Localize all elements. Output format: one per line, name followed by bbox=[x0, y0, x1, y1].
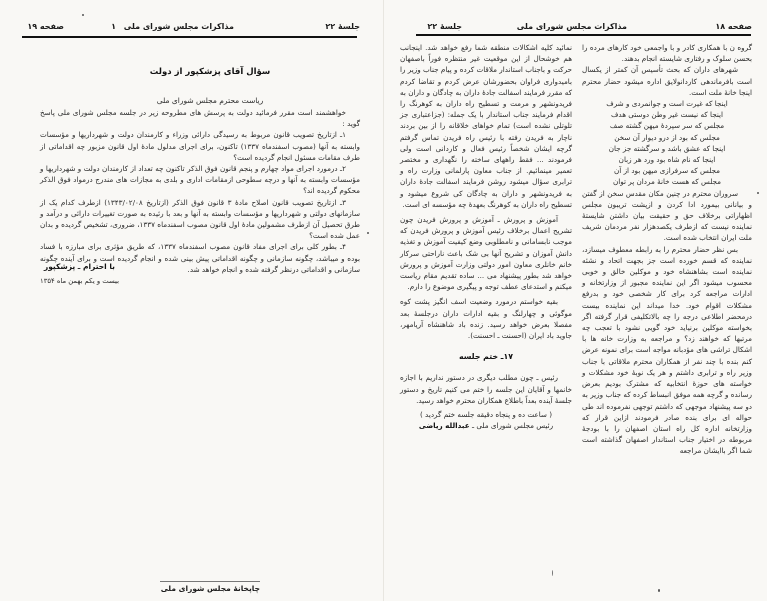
left-page-header bbox=[0, 22, 384, 36]
verse-line: اینجا که نام شاه بود ورد هر زبان bbox=[618, 155, 716, 165]
president-signature bbox=[400, 420, 572, 431]
running-title: مذاکرات مجلس شورای ملی bbox=[516, 22, 627, 31]
signature-name: عبدالله ریاضی bbox=[418, 421, 470, 431]
verse-line: مجلس که هست خانهٔ مردان پر توان bbox=[612, 177, 721, 187]
right-page bbox=[384, 0, 767, 601]
left-column bbox=[400, 42, 572, 432]
question-title: سؤال آقای پزشکپور از دولت bbox=[149, 67, 271, 77]
verse-line: مجلس که بود از درو دیوار آن سخن bbox=[614, 132, 720, 142]
paragraph: نمائید کلیه اشکالات منطقه شما رفع خواهد شد. اینجانب هم خوشحال از این موقعیت غیر منتظره فوراً باصفهان حرکت و باجناب استاندار ملاقات کرده و پیام جناب وزیر را بامیدواری فراوان بحضورشان عرض کردم و تقاضا کردم که مقرر فرمایند اسفالت جادهٔ داران به چادگان و داران به فریدونشهر و مرمت و تسطیح راه داران به کوهرنگ را اقدام فرمایند جناب استاندار با یک جمله: (جزاعتباری جز تلوتلی نشده است) تمام خواهای خلاقانه را از بین بردند ناچار به فریدن رفته با رئیس راه فریدن تماس گرفتم گرچه ایشان شخصاً رئیس فعال و کاردانی است ولی فرمودند ... فقط راههای ساخته را نگهداری و مختصر تعمیر مینمائیم. از جناب معاون پارلمانی وزارت راه و ترابری سؤال میشود روشن فرمایند اسفالت جادهٔ داران به فریدونشهر و داران به چادگان کی شروع میشود و تسطیح راه داران به کوهرنگ بعهدهٔ چه مؤسسه ای است. bbox=[400, 43, 572, 209]
column-number: ۱ bbox=[111, 22, 116, 31]
question-item-1: ۱ـ ازتاریخ تصویب قانون مربوط به رسیدگی دارائی وزراء و کارمندان دولت و شهرداریها و مؤسسات وابسته به آنها (مصوب اسفندماه ۱۳۳۷) تاکنون، برای اجرای مدلول مادهٔ اول قانون مزبور چه اقداماتی از طرف مقامات مسئول انجام گردیده است؟ bbox=[40, 130, 360, 162]
header-rule bbox=[416, 34, 751, 36]
paragraph: بس نظر حضار محترم را به رابطه معطوف میسازد، نماینده که قسم خورده است جز بجهت اتحاد و نشئه نماینده است بشاهنشاه خود و موکلین خالق و خوبی محسوب میشود اگر این نماینده مجبور از وزارتخانه و ادارات مراجعه کرد برای کار شخصی خود و بدرفع مشکلات اقوام خود. خدا میداند این نماینده بیست درمحضر اطلاعی درجه را چه بالاتکلیفی قرار گرفته اگر بخواسته موکلین برنیاید خود گویی نشود با تعجب چه مرتبها که خواهند زد؟ و مراجعه به وزارت خانه ها با اشکال تراشی های مؤدبانه مواجه است برای نمونه عرض کنم بنده با چند نفر از همکاران محترم ملاقاتی با جناب وزیر راه و ترابری داشتم و هر یک نوبهٔ خود مشکلات و خواسته های حوزهٔ انتخابیه که مشترک بودیم بعرض رسانده و گرچه همه موفق انبساط کرده که جناب وزیر به دو سه پیشنهاد موجهی که داشتم توجهی نفرموده اند طی حواله ای برای بنده صادر فرمودند ازاین قرار که وزارتخانه اداره کل راه استان اصفهان را با بودجهٔ مربوطه در اختیار جناب استاندار اصفهان گذاشته است شما اگر باایشان مراجعه bbox=[582, 244, 752, 456]
verse-line: اینجا که عشق باشد و سرگشته جز جان bbox=[608, 143, 726, 153]
scan-speck bbox=[757, 192, 759, 194]
header-rule bbox=[22, 36, 357, 38]
scan-speck bbox=[82, 14, 84, 16]
question-item-3: ۳ـ ازتاریخ تصویب قانون اصلاح مادهٔ ۳ قانون فوق الذکر (ازتاریخ ۱۳۴۳/۰۲/۰۸) ازطرف کدام یک از سازمانهای دولتی و شهرداریها و مؤسسات وابسته به آنها و بعد با رئیده به صورت تغییرات دارائی و درآمد و طرق تحصیل آن ازطرف مشمولین مادهٔ اول قانون مصوب اسفندماه ۱۳۳۷، ضروری، تشخیص گردیده و بدان عمل شده است؟ bbox=[40, 197, 361, 241]
page-number: صفحه ۱۹ bbox=[27, 22, 64, 31]
verse-line: اینجا که غیرت است و جوانمردی و شرف bbox=[606, 99, 728, 109]
printing-house-imprint: چاپخانهٔ مجلس شورای ملی bbox=[160, 581, 260, 593]
question-date: بیست و یکم بهمن ماه ۱۳۵۴ bbox=[40, 277, 119, 285]
session-label: جلسهٔ ۲۲ bbox=[427, 22, 462, 31]
president-statement: رئیس ـ چون مطلب دیگری در دستور نداریم با اجازه خانمها و آقایان این جلسه را ختم می کنیم تاریخ و دستور جلسهٔ آینده بعداً باطلاع همکاران محترم خواهد رسید. bbox=[400, 373, 572, 405]
intro-text: خواهشمند است مقرر فرمائید دولت به پرسش های مطروحه زیر در جلسه مجلس شورای ملی پاسخ گوید : bbox=[40, 108, 360, 129]
paragraph: شهرهای داران که بحث تأسیس آن کمتر از یکسال است بافرماندهی کاردانولایق اداره میشود حضار محترم اینجا خانهٔ ملت است. bbox=[582, 65, 752, 97]
scan-speck bbox=[367, 232, 369, 234]
running-title: مذاکرات مجلس شورای ملی bbox=[123, 22, 234, 31]
right-column bbox=[582, 42, 752, 457]
session-label: جلسهٔ ۲۲ bbox=[325, 22, 360, 31]
paragraph: گروه ن با همکاری کادر و با واجمعی خود کارهای مرده را بحسن سلوک و رفتاری شایسته انجام بدهند. bbox=[582, 43, 752, 64]
verse-line: مجلس که سر سپردهٔ میهن گشته صف bbox=[609, 121, 725, 131]
paragraph: سروران محترم در چنین مکان مقدس سخن از گفتن و بیانانی بیمورد ادا کردن و ازپشت تریبون مجلس اظهاراتی برخلاف حق و حقیقت بیان داشتن شایستهٔ نماینده نیست که ازطرف یکصدهزار نفر مردمان شریف ملت ایران انتخاب شده است. bbox=[582, 188, 752, 243]
section-heading: ۱۷ـ ختم جلسه bbox=[458, 352, 513, 362]
paragraph: بقیه خواستم درمورد وضعیت اسف انگیز پشت کوه موگوئی و چهارلنگ و بقیه ادارات داران درجلسهٔ بعد مفصلا بعرض خواهد رسید. زنده باد شاهنشاه آریامهر، جاوید باد ایران (احسنت ـ احسنت). bbox=[400, 297, 572, 341]
paragraph: آموزش و پرورش ـ آموزش و پرورش فریدن چون تشریح اعمال برخلاف رئیس آموزش و پرورش فریدن که موجب نابسامانی و نامطلوبی وضع کیفیت آموزش و تغذیه دانش آموزان و تشریح آنها بی شک باعث ناراحتی سرکار خانم خانلری معاون امور دولتی وزارت آموزش و پرورش خواهد شد بطور پیشنهاد می ... ساده تقدیم مقام ریاست میکنم و استدعای عطف توجه و پیگیری موضوع را دارم. bbox=[400, 215, 572, 292]
question-body bbox=[40, 107, 360, 275]
question-item-4: ۴ـ بطور کلی برای اجرای مفاد قانون مصوب اسفندماه ۱۳۳۷، که طریق مؤثری برای مبارزه با فساد بوده و میباشد، چگونه سازمانی و چگونه اقداماتی پیش بینی شده و انجام گردیده است و برای آینده چگونه سازمانی و اقداماتی درنظر گرفته شده و انجام خواهد شد. bbox=[40, 242, 360, 274]
question-item-2: ۲ـ درمورد اجرای مواد چهارم و پنجم قانون فوق الذکر تاکنون چه تعداد از کارمندان دولت و شهرداریها و مؤسسات وابسته به آنها و درچه سطوحی ازمقامات اداری و بلدی به مجازات های مندرج درمواد فوق الذکر محکوم گردیده اند؟ bbox=[40, 164, 360, 196]
session-end-note: ( ساعت ده و پنجاه دقیقه جلسه ختم گردید ) bbox=[419, 410, 553, 420]
scan-speck bbox=[552, 570, 553, 576]
closing-signature: با احترام ـ پزشکپور bbox=[43, 262, 115, 271]
verse-line: مجلس که سرفرازی میهن بود از آن bbox=[614, 166, 720, 176]
salutation: ریاست محترم مجلس شورای ملی bbox=[156, 96, 264, 105]
verse-line: اینجا که نیست غیر وطن دوستی هدف bbox=[610, 110, 724, 120]
signature-title: رئیس مجلس شورای ملی ـ bbox=[471, 421, 554, 431]
scan-speck bbox=[658, 589, 660, 592]
page-number: صفحه ۱۸ bbox=[715, 22, 752, 31]
